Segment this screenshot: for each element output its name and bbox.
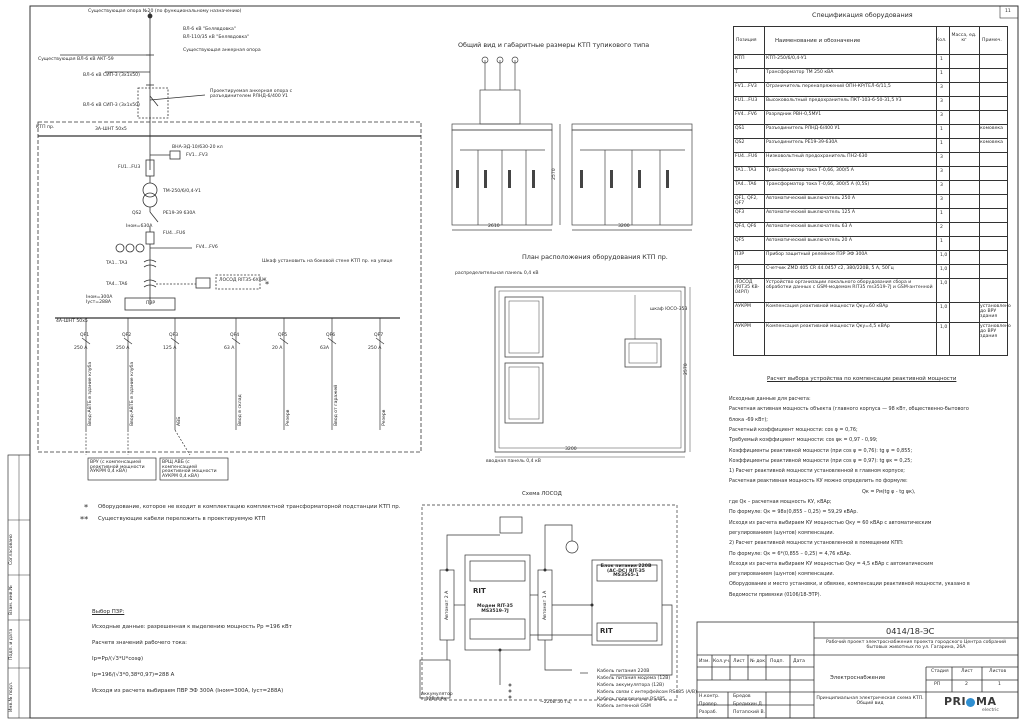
plan-title: План расположения оборудования КТП пр. xyxy=(522,253,668,261)
fuses-label: ВНА-ЭД-10/630-20 кл xyxy=(172,145,223,150)
spec-cell-name: Автоматический выключатель 63 А xyxy=(766,224,853,229)
spec-cell-pos: FV1...FV3 xyxy=(735,84,757,89)
feeder-qf2: QF2 xyxy=(122,333,132,338)
spec-cell-note: установлено до ВРУ здания xyxy=(980,324,1011,340)
sheets-value: 1 xyxy=(998,682,1001,687)
spec-cell-note: комовека xyxy=(980,140,1003,145)
spec-cell-name: Разрядник РВН-0,5МУ1 xyxy=(766,112,822,117)
comp-box-2: ВРЩ АВБ (с компенсацией реактивной мощности АУКРМ 0,4 кВА) xyxy=(162,460,217,479)
pzr-note: Iном=300А Iуст=288А xyxy=(86,295,113,305)
note-new-pole: Проектируемая анкерная опора с разъединителем РЛНД-6/400 У1 xyxy=(210,89,293,99)
bus-low-label: 4А-ШНТ 50х5 xyxy=(56,319,88,324)
logo-text-right: MA xyxy=(976,695,997,708)
spec-cell-name: Прибор защитный релейное ПЗР ЭФ 300А xyxy=(766,252,868,257)
feeder-qf1: QF1 xyxy=(80,333,90,338)
logo-text-left: PRI xyxy=(944,695,967,708)
battery-label: Аккумулятор 12В 4 Ач xyxy=(421,692,453,702)
feeder-qf6: QF6 xyxy=(326,333,336,338)
comp-box-1: ВРУ (с компенсацией реактивной мощности АУКРМ 0,4 кВА) xyxy=(90,460,145,475)
feeder-qf2-label: Ввод-АВТБ в здание клуба xyxy=(130,361,135,426)
fv4-label: FV4...FV6 xyxy=(196,245,218,250)
calc-title: Выбор ПЗР: xyxy=(92,609,125,615)
lsod-title: Схема ЛОСОД xyxy=(522,491,562,497)
spec-cell-name: Высоковольтный предохранитель ПКТ-103-6-50-31,5 У3 xyxy=(766,98,902,103)
note-pole-20: Существующая опора №20 (по функциональному назначению) xyxy=(88,9,242,14)
cable-note-4: Кабель связи с интерфейсом RS485 (А/В) xyxy=(597,690,697,695)
fu-label: FU1...FU3 xyxy=(118,165,141,170)
text-block-line: Исходя из расчета выбираем КУ мощностью Qку = 60 кВАр с автоматическим xyxy=(729,519,932,526)
feeder-qf1-rating: 250 А xyxy=(74,346,88,351)
section-name: Электроснабжение xyxy=(830,675,886,681)
pzr-label: ПЗР xyxy=(146,301,156,306)
spec-cell-pos: ЛОСОД (RIT35 KB-04РЛ) xyxy=(735,280,760,296)
automat-2a-label: Автомат 2 А xyxy=(445,590,450,620)
sheet-number: 11 xyxy=(1005,9,1011,14)
spec-cell-name: Автоматический выключатель 125 А xyxy=(766,210,855,215)
spec-cell-qty: 3 xyxy=(940,113,943,118)
feeder-qf7: QF7 xyxy=(374,333,384,338)
calc-line-2: Расчетв значений рабочего тока: xyxy=(92,640,187,646)
role-2: Провер. xyxy=(699,702,719,707)
text-block-line: Требуемый коэффициент мощности: cos φк = 0,97 - 0,99; xyxy=(729,437,878,444)
calc-line-3: Ip=Pp/(√3*U*cosφ) xyxy=(92,656,144,662)
feeder-qf4-rating: 63 А xyxy=(224,346,235,351)
spec-cell-name: Трансформатор ТМ 250 кВА xyxy=(766,70,834,75)
plan-label-dist-panel: распределительная панель 0,4 кВ xyxy=(455,271,539,276)
text-block-line: Исходя из расчета выбираем КУ мощностью Qку = 4,5 кВАр с автоматическим xyxy=(729,560,934,567)
spec-cell-qty: 3 xyxy=(940,85,943,90)
text-block-line: блока -69 кВт); xyxy=(729,416,768,423)
spec-cell-pos: TA4...TA6 xyxy=(735,182,757,187)
note-anchor-pole: Существующая анкерная опора xyxy=(183,48,261,53)
cable-note-1: Кабель питания 220В xyxy=(597,669,650,674)
text-block-line: Коэффициенты реактивной мощности (при cos φ = 0,97): tg φк = 0,25; xyxy=(729,457,912,464)
spec-cell-pos: ПЗР xyxy=(735,252,745,257)
ta1-label: TA1...TA3 xyxy=(106,261,128,266)
spec-cell-qty: 3 xyxy=(940,99,943,104)
calc-line-5: Исходя из расчета выбираем ПВР ЭФ 300А (Iном=300А, Iуст=288А) xyxy=(92,688,284,694)
feeder-qf5-rating: 20 А xyxy=(272,346,283,351)
note-sip-2: ВЛ-6 кВ СИП-3 (3х1х50) xyxy=(83,103,140,108)
text-block-line: Оборудование и место установки, и обвязке, компенсации реактивной мощности, указано в xyxy=(729,581,970,588)
note-vl-6: ВЛ-6 кВ "Белявдовка" xyxy=(183,27,236,32)
legend-mark-2: ** xyxy=(80,514,89,524)
spec-cell-pos: FV4...FV6 xyxy=(735,112,757,117)
qs2-label: QS2 xyxy=(132,211,142,216)
ta4-label: TA4...TA6 xyxy=(106,282,128,287)
spec-cell-pos: QS1 xyxy=(735,126,745,131)
spec-cell-qty: 1,0 xyxy=(940,281,948,286)
spec-cell-pos: QS2 xyxy=(735,140,745,145)
external-marker: * xyxy=(265,279,270,289)
spec-header-pos: Позиция xyxy=(736,38,757,43)
spec-cell-qty: 1,0 xyxy=(940,267,948,272)
spec-cell-pos: FU1...FU3 xyxy=(735,98,758,103)
feeder-qf7-rating: 250 А xyxy=(368,346,382,351)
plan-dim-h: 2570 xyxy=(684,363,689,375)
note-vl-110: ВЛ-110/35 кВ "Белявдовка" xyxy=(183,35,250,40)
spec-cell-pos: QF5 xyxy=(735,238,745,243)
automat-1a-label: Автомат 1 А xyxy=(543,590,548,620)
ktp-label: КТП пр. xyxy=(36,125,55,130)
spec-cell-pos: АУКРМ xyxy=(735,324,751,329)
cable-note-5: Кабель подключения RS485 xyxy=(597,697,666,702)
spec-cell-qty: 2 xyxy=(940,225,943,230)
sheet-value: 2 xyxy=(965,682,968,687)
dim-side: 3200 xyxy=(618,224,630,229)
text-block-line: Расчетная реактивная мощность КУ можно определить по формуле: xyxy=(729,478,908,485)
spec-cell-pos: FU4...FU6 xyxy=(735,154,758,159)
spec-cell-pos: КТП xyxy=(735,56,745,61)
spec-cell-name: Трансформатор тока Т-0,66, 300/5 А xyxy=(766,168,854,173)
project-name: Рабочий проект электроснабжения проекта городского Центра собраний бытовых животных по ул. Гагарина, 26А xyxy=(826,640,1006,650)
hdr-kolych: Кол.уч. xyxy=(713,659,731,664)
sheet-title: Принципиальная электрическая схема КТП. Общий вид xyxy=(816,696,924,706)
dim-front: 2610 xyxy=(488,224,500,229)
spec-title: Спецификация оборудования xyxy=(812,11,913,19)
spec-cell-qty: 3 xyxy=(940,197,943,202)
modem-logo: RIT xyxy=(473,587,486,595)
views-title: Общий вид и габаритные размеры КТП тупикового типа xyxy=(458,41,650,49)
role-1: Н.контр. xyxy=(699,694,720,699)
spec-cell-qty: 1,0 xyxy=(940,253,948,258)
hdr-list: Лист xyxy=(733,659,745,664)
text-block-line: Коэффициенты реактивной мощности (при cos φ = 0,76): tg φ = 0,855; xyxy=(729,447,913,454)
spec-header-qty: Кол. xyxy=(936,38,947,43)
side-stamp-4: Согласовано xyxy=(9,534,14,565)
spec-cell-pos: TA1...TA3 xyxy=(735,168,757,173)
plan-label-cabinet: шкаф ЮСО-353 xyxy=(650,307,688,312)
cable-note-6: Кабель антенной GSM xyxy=(597,704,651,709)
spec-cell-qty: 3 xyxy=(940,183,943,188)
plan-label-input-panel: вводная панель 0,4 кВ xyxy=(486,459,541,464)
spec-cell-name: Устройство организации локального оборудования сбора и обработки данных с GSM-модемом RIT35 ms3519-7J и GSM-антенной xyxy=(766,280,933,291)
spec-cell-pos: PJ xyxy=(735,266,740,271)
sheets-header: Листов xyxy=(989,669,1007,674)
spec-header-mass: Масса, ед. кг xyxy=(951,33,977,43)
text-block-title: Расчет выбора устройства по компенсации реактивной мощности xyxy=(767,376,957,382)
feeder-qf7-label: Резерв xyxy=(382,409,387,426)
spec-cell-qty: 1 xyxy=(940,141,943,146)
spec-cell-name: КТП-250/6/0,4-У1 xyxy=(766,56,807,61)
supply-logo: RIT xyxy=(600,627,613,635)
spec-cell-qty: 3 xyxy=(940,155,943,160)
spec-header-name: Наименование и обозначение xyxy=(775,38,861,44)
role-1-name: Бредов xyxy=(733,694,751,699)
hdr-podp: Подп. xyxy=(770,659,784,664)
feeder-qf4-label: Ввод в склад xyxy=(238,394,243,426)
spec-cell-name: Компенсация реактивной мощности Qку=60 кВАр xyxy=(766,304,889,309)
spec-cell-name: Ограничитель перенапряжений ОПН-КР/TEЛ-6/11,5 xyxy=(766,84,891,89)
text-block-line: регулированием (шунтов) компенсации. xyxy=(729,571,835,578)
text-block-line: где Qк – расчетная мощность КУ, кВАр; xyxy=(729,499,832,505)
spec-cell-name: Счетчик ZMD 405 CR 44.0457 с2, 380/220В, 5 А, 50Гц xyxy=(766,266,894,271)
plan-dim-w: 3200 xyxy=(565,447,577,452)
text-block-line: регулированием (шунтов) компенсации. xyxy=(729,529,835,536)
spec-cell-note: комовека xyxy=(980,126,1003,131)
calc-line-4: Ip=196/(√3*0,38*0,97)=288 А xyxy=(92,672,175,678)
feeder-qf6-rating: 63А xyxy=(320,346,329,351)
spec-cell-name: Автоматический выключатель 250 А xyxy=(766,196,855,201)
side-stamp-2: Подп. и дата xyxy=(9,628,14,660)
spec-cell-name: Компенсация реактивной мощности Qку=4,5 кВАр xyxy=(766,324,890,329)
spec-cell-name: Разъединитель РЕ19-39-630А xyxy=(766,140,838,145)
supply-title: Блок питания 220В (AC-DC) RIT-35 MS3565-1 xyxy=(600,564,652,579)
feeder-qf3-rating: 125 А xyxy=(163,346,177,351)
spec-cell-name: Трансформатор тока Т-0,66, 300/5 А (0,5S) xyxy=(766,182,870,187)
text-block-line: 2) Расчет реактивной мощности установленной в помещении КПП: xyxy=(729,540,904,547)
calc-line-1: Исходные данные: разрешенная к выделению мощность Pp =196 кВт xyxy=(92,624,292,630)
feeder-qf2-rating: 250 А xyxy=(116,346,130,351)
text-block-line: 1) Расчет реактивной мощности установленной в главном корпусе; xyxy=(729,468,905,475)
hdr-doc: № док. xyxy=(750,659,767,664)
spec-header-note: Примеч. xyxy=(982,38,1002,43)
role-2-name: Бредихин Д. xyxy=(733,702,764,707)
text-block-line: Расчетный коэффициент мощности: cos φ = 0,76; xyxy=(729,426,858,433)
dim-height: 2570 xyxy=(552,168,557,180)
feeder-qf1-label: Ввод-АВТБ в здание клуба xyxy=(88,361,93,426)
spec-cell-qty: 1,0 xyxy=(940,325,948,330)
cable-note-3: Кабель аккумулятора (12В) xyxy=(597,683,665,688)
inom-label: Iном=630А xyxy=(126,224,153,229)
text-block-line: Qк = Pм(tg φ - tg φк), xyxy=(862,488,916,495)
bus-high-label: 3А-ШНТ 50х5 xyxy=(95,127,127,132)
side-stamp-1: Инв.№ подл. xyxy=(9,681,14,712)
spec-cell-name: Низковольтный предохранитель ПН2-630 xyxy=(766,154,868,159)
spec-cell-qty: 1 xyxy=(940,127,943,132)
spec-cell-qty: 1 xyxy=(940,239,943,244)
text-block-line: Расчетная активная мощность объекта (главного корпуса — 98 кВт, общественно-бытового xyxy=(729,406,969,413)
spec-cell-name: Разъединитель РЛНД-6/400 У1 xyxy=(766,126,841,131)
spec-cell-qty: 3 xyxy=(940,169,943,174)
spec-cell-pos: Т xyxy=(735,70,738,75)
hdr-date: Дата xyxy=(793,659,805,664)
spec-cell-qty: 1 xyxy=(940,211,943,216)
stage-value: РП xyxy=(934,682,941,687)
feeder-qf3: QF3 xyxy=(169,333,179,338)
text-block-line: Исходные данные для расчета: xyxy=(729,396,811,402)
transformer-label: ТМ-250/6/0,4-У1 xyxy=(163,189,201,194)
feeder-qf5-label: Резерв xyxy=(286,409,291,426)
feeder-qf6-label: Ввод от гаражей xyxy=(334,384,339,426)
lsod-label: ЛОСОД RIT35-6УАЖ xyxy=(219,278,267,283)
spec-cell-qty: 1 xyxy=(940,71,943,76)
spec-cell-pos: АУКРМ xyxy=(735,304,751,309)
fv-label: FV1...FV3 xyxy=(186,153,208,158)
spec-cell-pos: QF3 xyxy=(735,210,745,215)
hdr-izm: Изм. xyxy=(699,659,710,664)
spec-cell-name: Автоматический выключатель 20 А xyxy=(766,238,853,243)
feeder-qf4: QF4 xyxy=(230,333,240,338)
stage-header: Стадия xyxy=(931,669,949,674)
sheet-header: Лист xyxy=(961,669,973,674)
text-block-line: По формуле: Qк = 98х(0,855 – 0,25) = 59,29 кВАр. xyxy=(729,509,858,516)
legend-text-1: Оборудование, которое не входит в комплектацию комплектной трансформаторной подстанции КТП пр. xyxy=(98,504,401,510)
doc-code: 0414/18-ЭС xyxy=(886,626,935,636)
modem-title: Модем RIT-35 MS3519-7J xyxy=(477,604,513,614)
legend-text-2: Существующие кабели переложить в проектируемую КТП xyxy=(98,516,266,522)
feeder-qf3-label: АВБ xyxy=(177,416,182,426)
note-akt59: Существующая ВЛ-6 кВ АКТ-59 xyxy=(38,57,114,62)
feeder-qf5: QF5 xyxy=(278,333,288,338)
spec-cell-pos: QF4, QF6 xyxy=(735,224,757,229)
side-stamp-3: Взам. инв.№ xyxy=(9,585,14,615)
note-sip-1: ВЛ-6 кВ СИП-3 (3х1х50) xyxy=(83,73,140,78)
spec-cell-qty: 1,0 xyxy=(940,305,948,310)
meter-note: Шкаф установить на боковой стене КТП пр. на улице xyxy=(262,259,393,264)
spec-cell-qty: 1 xyxy=(940,57,943,62)
role-3-name: Потапский В. xyxy=(733,710,766,715)
text-block-line: Ведомости привязки (0106/18-ЭТР). xyxy=(729,591,822,598)
qs2-desc: РЕ19-39 630А xyxy=(163,211,196,216)
role-3: Разраб. xyxy=(699,710,718,715)
text-block-line: По формуле: Qк = 6*(0,855 – 0,25) = 4,76 кВАр. xyxy=(729,550,852,557)
legend-mark-1: * xyxy=(84,502,89,512)
ac-label: ~220В 50 Гц xyxy=(540,700,571,705)
fu4-label: FU4...FU6 xyxy=(163,231,186,236)
logo-sub: electric xyxy=(982,708,999,713)
cable-note-2: Кабель питания модема (12В) xyxy=(597,676,671,681)
spec-cell-note: установлено до ВРУ здания xyxy=(980,304,1011,320)
spec-cell-pos: QF1, QF2, QF7 xyxy=(735,196,758,207)
logo-mark-icon xyxy=(966,698,975,707)
